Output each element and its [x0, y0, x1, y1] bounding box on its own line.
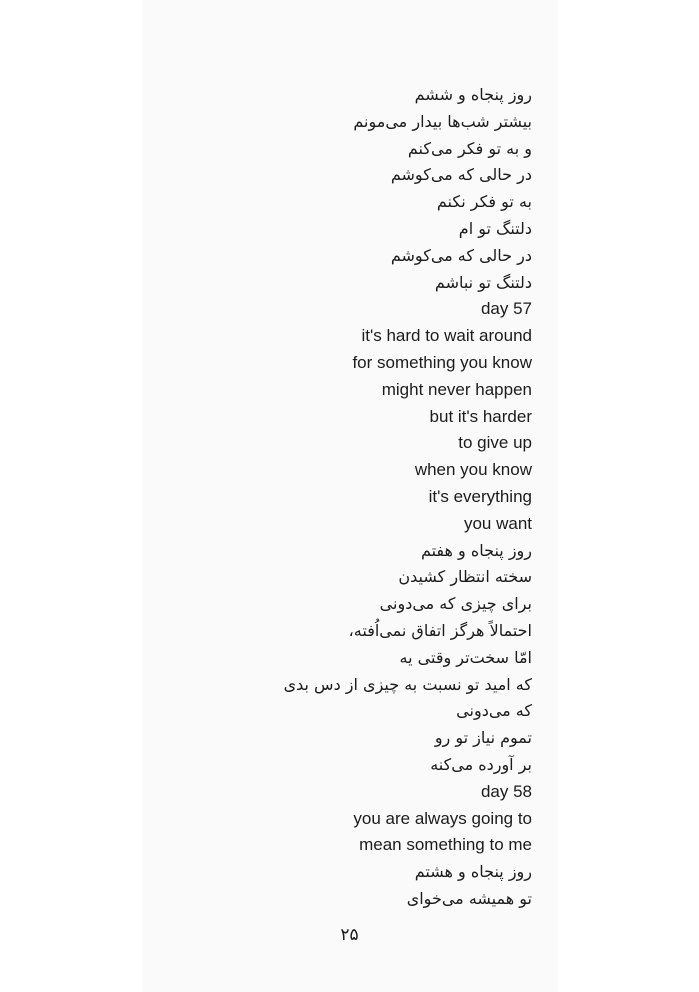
text-line: سخته انتظار کشیدن [398, 567, 532, 587]
text-line: بر آورده می‌کنه [430, 754, 532, 774]
text-line: when you know [414, 460, 532, 480]
text-line: در حالی که می‌کوشم [390, 165, 532, 185]
text-line: mean something to me [359, 835, 532, 855]
text-line: که امید تو نسبت به چیزی از دس بدی [283, 674, 532, 694]
text-line: بیشتر شب‌ها بیدار می‌مونم [353, 111, 532, 131]
text-line: روز پنجاه و هفتم [420, 540, 532, 560]
text-line: روز پنجاه و هشتم [414, 862, 532, 882]
text-line: و به تو فکر می‌کنم [407, 138, 532, 158]
text-line: to give up [458, 433, 532, 453]
text-line: در حالی که می‌کوشم [390, 245, 532, 265]
text-line: day 57 [480, 299, 532, 319]
text-line: it's hard to wait around [361, 326, 532, 346]
text-line: you want [463, 513, 532, 533]
text-line: دلتنگ تو ام [458, 218, 532, 238]
text-line: تموم نیاز تو رو [434, 728, 532, 748]
text-line: امّا سخت‌تر وقتی یه [399, 647, 532, 667]
text-line: که می‌دونی [456, 701, 532, 721]
text-line: day 58 [480, 781, 532, 801]
text-line: but it's harder [429, 406, 532, 426]
text-line: روز پنجاه و ششم [414, 85, 532, 104]
text-line: احتمالاً هرگز اتفاق نمی‌اُفته، [348, 620, 532, 640]
text-line: might never happen [381, 379, 532, 399]
text-line: برای چیزی که می‌دونی [379, 594, 532, 614]
text-line: it's everything [428, 486, 532, 506]
text-line: تو همیشه می‌خوای [406, 888, 532, 908]
text-line: به تو فکر نکنم [436, 192, 532, 212]
text-line: you are always going to [353, 808, 532, 828]
text-line: for something you know [352, 352, 532, 372]
page-number: ۲۵ [340, 925, 359, 945]
poem-text [112, 82, 532, 913]
text-line: دلتنگ تو نباشم [434, 272, 532, 292]
